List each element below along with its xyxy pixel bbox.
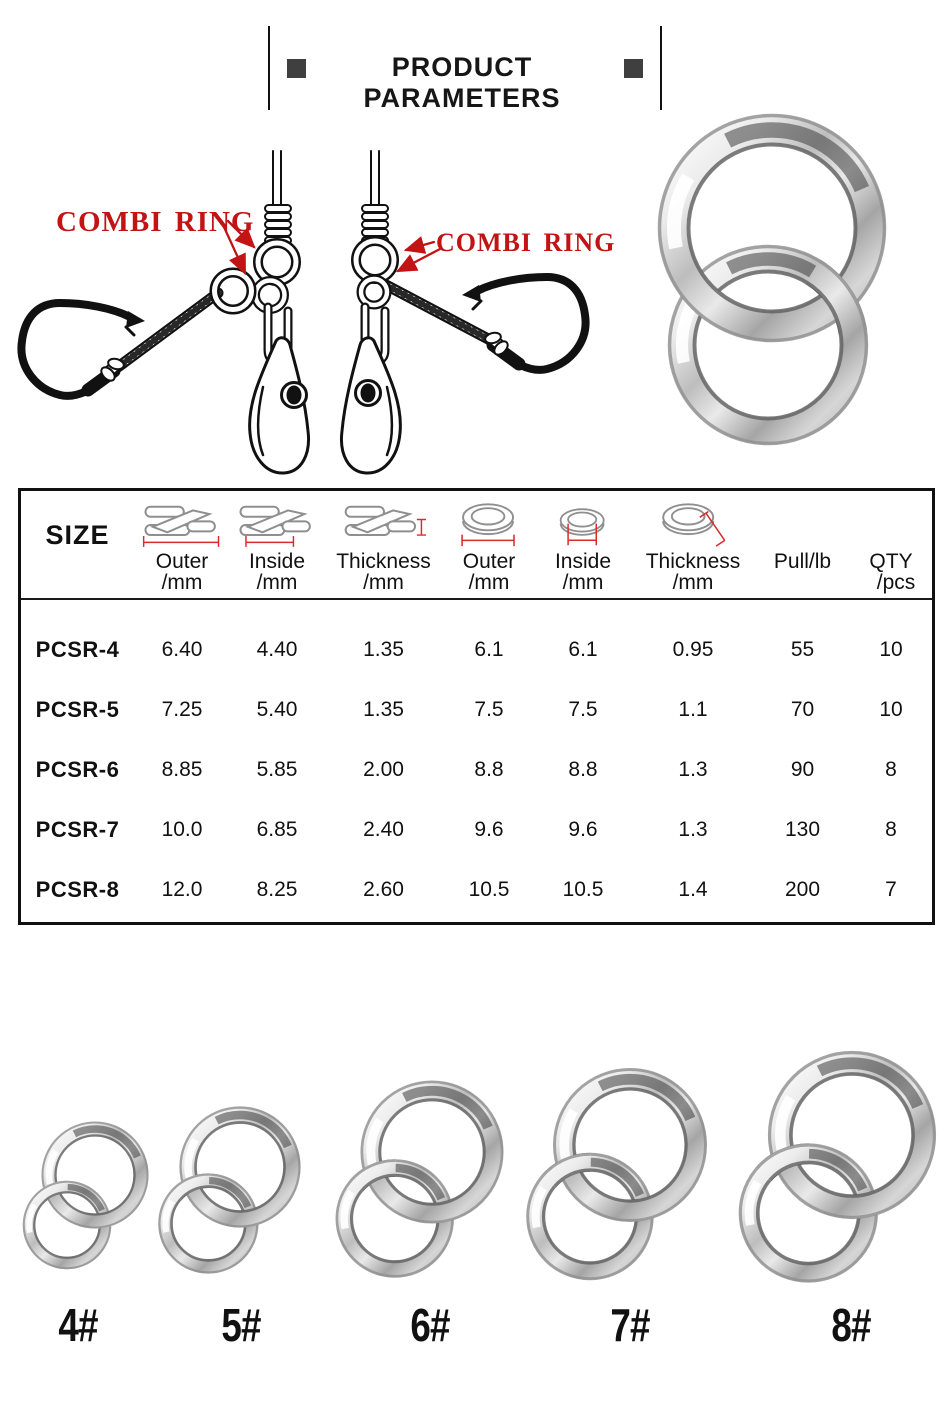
cell: 10.0: [161, 818, 203, 841]
braided-cord-left: [118, 293, 218, 367]
cell: 10.5: [562, 878, 604, 901]
cell: 10: [879, 698, 903, 721]
cell: 8.85: [161, 758, 203, 781]
row-size-label: PCSR-7: [35, 817, 120, 842]
cell: 2.40: [363, 818, 404, 841]
cell: 7.5: [568, 698, 598, 721]
fishing-line-left: [273, 151, 281, 207]
cell: 7.5: [474, 698, 504, 721]
row-size-label: PCSR-4: [35, 637, 120, 662]
cell: 90: [790, 758, 815, 781]
col-header-outer-top: Outer /mm: [443, 491, 535, 598]
col-header-outer-side: Outer /mm: [134, 491, 230, 598]
cell: 6.40: [161, 638, 203, 661]
split-ring-side-outer-icon: [140, 500, 224, 550]
cell: 9.6: [474, 818, 504, 841]
solid-ring-top-outer-icon: [455, 500, 523, 550]
col-header-pull: Pull/lb: [773, 550, 832, 573]
cell: 1.35: [363, 698, 404, 721]
cell: 70: [790, 698, 815, 721]
page-title: PRODUCT PARAMETERS: [363, 52, 561, 113]
pointer-arrows-right: [398, 242, 440, 271]
spec-table-body: [21, 600, 932, 920]
solid-ring-top-inside-icon: [554, 504, 612, 550]
cell: 8: [885, 758, 897, 781]
cell: 7: [885, 878, 897, 901]
cell: 1.4: [678, 878, 708, 901]
cell: 6.1: [474, 638, 504, 661]
cell: 8: [885, 818, 897, 841]
ring-pair-photo: [159, 1108, 299, 1273]
ring-pair-photo: [740, 1053, 934, 1281]
cell: 8.8: [474, 758, 504, 781]
cell: 1.1: [678, 698, 708, 721]
jig-body-left: [250, 338, 309, 473]
cell: 8.25: [256, 878, 298, 901]
fishing-line-right: [371, 151, 379, 205]
size-column-header: SIZE: [45, 520, 110, 550]
combi-ring-rigging-diagram: [0, 145, 660, 475]
combi-ring-left-top: [258, 243, 296, 281]
header-right-line: [660, 26, 662, 110]
ring-pair-photo: [24, 1123, 148, 1269]
ring-pair-photo: [337, 1082, 502, 1277]
ring-pair-photo: [660, 116, 885, 444]
fishing-hook-left: [21, 303, 145, 396]
col-header-thickness-top: Thickness /mm: [631, 491, 755, 598]
split-ring-side-thickness-icon: [342, 500, 426, 550]
size-label-6: 6#: [410, 1299, 450, 1351]
cell: 7.25: [161, 698, 203, 721]
cell: 1.3: [678, 818, 708, 841]
solid-ring-top-thickness-icon: [659, 500, 727, 550]
col-header-inside-top: Inside /mm: [535, 491, 631, 598]
spec-table: [18, 488, 935, 925]
combi-ring-label-right: COMBI RING: [436, 228, 616, 257]
cell: 6.85: [256, 818, 298, 841]
cell: 6.1: [568, 638, 598, 661]
jig-body-right: [341, 338, 400, 473]
combi-ring-right-bottom: [361, 279, 387, 305]
row-size-label: PCSR-8: [35, 877, 120, 902]
col-header-thickness-side: Thickness /mm: [324, 491, 443, 598]
cell: 0.95: [672, 638, 714, 661]
size-label-7: 7#: [610, 1299, 650, 1351]
size-label-5: 5#: [221, 1299, 261, 1351]
ring-pair-photo: [528, 1069, 706, 1278]
row-size-label: PCSR-6: [35, 757, 120, 782]
split-ring-side-inside-icon: [235, 500, 319, 550]
cell: 10.5: [468, 878, 510, 901]
size-label-8: 8#: [831, 1299, 871, 1351]
cell: 55: [790, 638, 815, 661]
combi-ring-right-top: [356, 241, 394, 279]
cell: 2.60: [363, 878, 404, 901]
cell: 5.40: [256, 698, 298, 721]
cell: 2.00: [363, 758, 404, 781]
cell: 4.40: [256, 638, 298, 661]
col-header-inside-side: Inside /mm: [230, 491, 324, 598]
header-left-line: [268, 26, 270, 110]
spec-table-header: [21, 491, 932, 600]
cell: 8.8: [568, 758, 598, 781]
cell: 130: [784, 818, 821, 841]
combi-ring-label-left: COMBI RING: [56, 206, 255, 238]
row-size-label: PCSR-5: [35, 697, 120, 722]
cell: 1.3: [678, 758, 708, 781]
cell: 5.85: [256, 758, 298, 781]
cell: 12.0: [161, 878, 203, 901]
cell: 200: [784, 878, 821, 901]
cell: 10: [879, 638, 903, 661]
cell: 1.35: [363, 638, 404, 661]
col-header-qty: QTY /pcs: [869, 550, 916, 594]
fishing-hook-right: [462, 277, 586, 370]
size-label-4: 4#: [58, 1299, 98, 1351]
cell: 9.6: [568, 818, 598, 841]
